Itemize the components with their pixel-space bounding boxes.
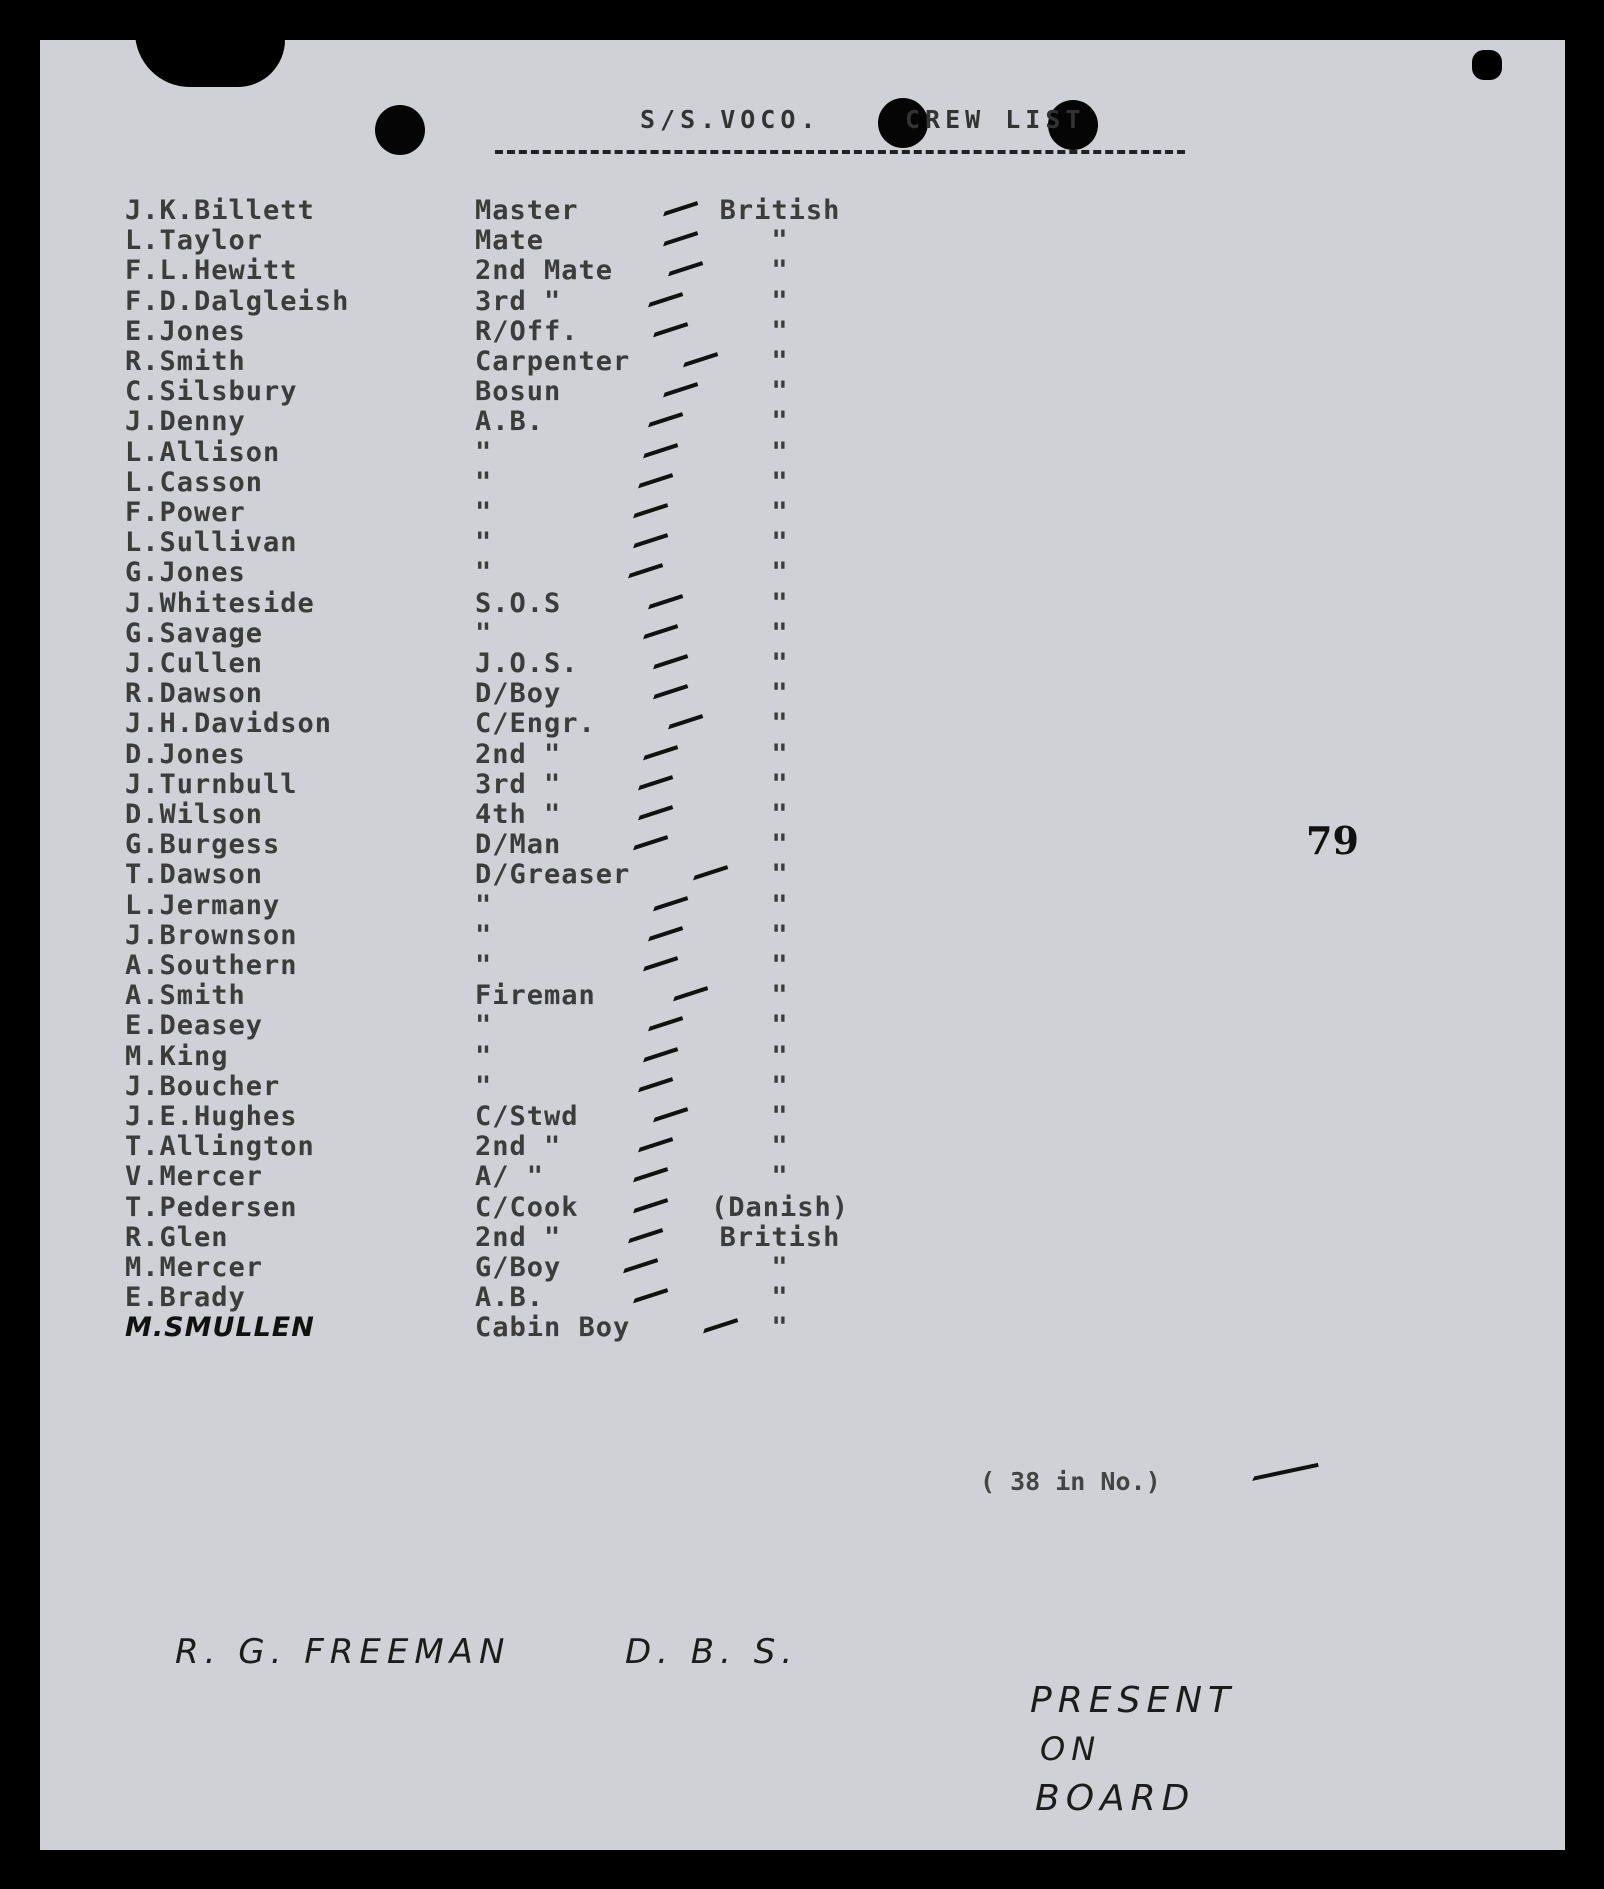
crew-name: J.Denny (125, 406, 246, 438)
checkmark (629, 826, 669, 851)
crew-rating: J.O.S. (475, 648, 579, 679)
crew-nationality: " (771, 617, 789, 649)
crew-row (40, 406, 940, 438)
crew-rating: D/Man (475, 829, 562, 861)
crew-row (40, 1252, 940, 1283)
checkmark (644, 584, 684, 609)
checkmark (634, 1067, 674, 1092)
checkmark (629, 494, 669, 519)
crew-name: R.Smith (125, 346, 246, 377)
crew-row (40, 466, 940, 498)
crew-rating: Carpenter (475, 346, 631, 377)
page-number: 79 (1306, 818, 1359, 863)
checkmark (639, 735, 679, 760)
checkmark (624, 1218, 664, 1243)
crew-name: J.Brownson (125, 919, 298, 951)
crew-rating: D/Boy (475, 678, 562, 710)
crew-rating: A.B. (475, 406, 545, 438)
crew-rating: " (475, 617, 493, 649)
checkmark (619, 1249, 659, 1274)
crew-row (40, 225, 940, 257)
checkmark (634, 796, 674, 821)
crew-nationality: " (771, 346, 789, 377)
crew-name: D.Jones (125, 738, 246, 770)
crew-rating: " (475, 889, 493, 921)
crew-row (40, 738, 940, 770)
checkmark (664, 705, 704, 730)
crew-row (40, 708, 940, 740)
crew-nationality: " (771, 225, 789, 257)
crew-name: J.E.Hughes (125, 1101, 298, 1132)
crew-nationality: (Danish) (710, 1191, 850, 1223)
crew-nationality: " (771, 1252, 789, 1283)
crew-nationality: " (771, 738, 789, 770)
crew-name: J.Whiteside (125, 587, 315, 619)
crew-nationality: " (771, 1312, 789, 1344)
note-present: PRESENT (1030, 1680, 1236, 1721)
crew-nationality: " (771, 587, 789, 619)
crew-nationality: " (771, 1040, 789, 1072)
crew-rating: A/ " (475, 1161, 545, 1193)
checkmark (639, 947, 679, 972)
checkmark (664, 252, 704, 277)
crew-rating: Cabin Boy (475, 1312, 631, 1344)
crew-row (40, 346, 940, 377)
checkmark (629, 1279, 669, 1304)
crew-nationality: " (771, 1101, 789, 1132)
crew-row (40, 557, 940, 589)
crew-row (40, 919, 940, 951)
checkmark (634, 463, 674, 488)
crew-name: F.D.Dalgleish (125, 285, 350, 317)
crew-rating: Master (475, 195, 579, 226)
crew-name: J.H.Davidson (125, 708, 333, 740)
crew-rating: " (475, 436, 493, 468)
crew-name: L.Taylor (125, 225, 264, 257)
crew-nationality: " (771, 255, 789, 287)
crew-name: L.Jermany (125, 889, 281, 921)
crew-name: E.Brady (125, 1282, 246, 1314)
crew-row (40, 1040, 940, 1072)
crew-row (40, 285, 940, 317)
checkmark (639, 614, 679, 639)
crew-nationality: British (719, 195, 841, 226)
crew-nationality: " (771, 406, 789, 438)
crew-nationality: " (771, 1070, 789, 1102)
crew-row (40, 768, 940, 800)
signature-name: R. G. FREEMAN (175, 1632, 511, 1672)
crew-row (40, 436, 940, 468)
checkmark (649, 675, 689, 700)
crew-nationality: " (771, 466, 789, 498)
checkmark (659, 373, 699, 398)
crew-rating: R/Off. (475, 315, 579, 347)
crew-name: J.Turnbull (125, 768, 298, 800)
document-sheet (40, 40, 1565, 1850)
crew-name: A.Smith (125, 980, 246, 1012)
checkmark (629, 1158, 669, 1183)
crew-rating: 2nd " (475, 1221, 562, 1253)
checkmark (644, 282, 684, 307)
checkmark (649, 886, 689, 911)
crew-name: M.King (125, 1040, 229, 1072)
crew-row (40, 1010, 940, 1042)
crew-nationality: " (771, 527, 789, 559)
crew-rating: " (475, 1070, 493, 1102)
crew-row (40, 648, 940, 679)
crew-nationality: " (771, 678, 789, 710)
checkmark (644, 916, 684, 941)
crew-row (40, 587, 940, 619)
crew-name: L.Casson (125, 466, 264, 498)
crew-rating: 4th " (475, 799, 562, 830)
crew-rating: G/Boy (475, 1252, 562, 1283)
checkmark (624, 554, 664, 579)
crew-row (40, 678, 940, 710)
checkmark (634, 765, 674, 790)
crew-rating: " (475, 950, 493, 981)
crew-rating: C/Engr. (475, 708, 596, 740)
crew-rating: A.B. (475, 1282, 545, 1314)
crew-row (40, 1070, 940, 1102)
crew-name: F.L.Hewitt (125, 255, 298, 287)
checkmark (659, 222, 699, 247)
crew-rating: " (475, 1040, 493, 1072)
crew-nationality: " (771, 436, 789, 468)
crew-row (40, 195, 940, 226)
crew-nationality: " (771, 950, 789, 981)
checkmark (629, 524, 669, 549)
crew-count: ( 38 in No.) (980, 1467, 1161, 1496)
crew-name: L.Sullivan (125, 527, 298, 559)
header-underline (495, 150, 1185, 154)
torn-edge (135, 32, 285, 87)
crew-name: R.Dawson (125, 678, 264, 710)
torn-corner (1472, 50, 1502, 80)
crew-rating: C/Stwd (475, 1101, 579, 1132)
crew-rating: 3rd " (475, 768, 562, 800)
checkmark (1249, 1453, 1318, 1481)
crew-nationality: " (771, 980, 789, 1012)
crew-row (40, 376, 940, 408)
crew-rating: D/Greaser (475, 859, 631, 891)
crew-name: G.Jones (125, 557, 246, 589)
crew-name: E.Jones (125, 315, 246, 347)
crew-name: J.K.Billett (125, 195, 315, 226)
crew-row (40, 1191, 940, 1223)
crew-name: F.Power (125, 497, 246, 528)
crew-row (40, 1131, 940, 1163)
crew-nationality: " (771, 708, 789, 740)
crew-rating: Mate (475, 225, 545, 257)
checkmark (644, 403, 684, 428)
crew-name: G.Burgess (125, 829, 281, 861)
crew-nationality: " (771, 285, 789, 317)
note-board: BOARD (1035, 1778, 1196, 1819)
crew-name: E.Deasey (125, 1010, 264, 1042)
crew-nationality: " (771, 1131, 789, 1163)
crew-row (40, 315, 940, 347)
crew-nationality: " (771, 859, 789, 891)
crew-rating: Bosun (475, 376, 562, 408)
crew-rating: " (475, 919, 493, 951)
crew-nationality: " (771, 919, 789, 951)
crew-rating: " (475, 557, 493, 589)
crew-name: T.Pedersen (125, 1191, 298, 1223)
crew-row (40, 527, 940, 559)
crew-row (40, 1312, 940, 1344)
crew-nationality: " (771, 799, 789, 830)
crew-rating: 2nd Mate (475, 255, 614, 287)
crew-nationality: " (771, 497, 789, 528)
crew-row (40, 497, 940, 528)
crew-name: J.Boucher (125, 1070, 281, 1102)
checkmark (634, 1128, 674, 1153)
crew-row (40, 1101, 940, 1132)
crew-row (40, 1282, 940, 1314)
crew-nationality: " (771, 829, 789, 861)
checkmark (649, 1098, 689, 1123)
crew-name: T.Allington (125, 1131, 315, 1163)
crew-rating: 2nd " (475, 738, 562, 770)
crew-name: J.Cullen (125, 648, 264, 679)
checkmark (639, 433, 679, 458)
crew-nationality: " (771, 557, 789, 589)
crew-rating: " (475, 1010, 493, 1042)
punch-hole-left (375, 105, 425, 155)
crew-row (40, 950, 940, 981)
crew-rating: " (475, 527, 493, 559)
crew-row (40, 799, 940, 830)
crew-nationality: " (771, 1161, 789, 1193)
crew-rating: S.O.S (475, 587, 562, 619)
crew-row (40, 829, 940, 861)
crew-nationality: " (771, 889, 789, 921)
crew-nationality: " (771, 376, 789, 408)
crew-name: V.Mercer (125, 1161, 264, 1193)
crew-name: M.Mercer (125, 1252, 264, 1283)
crew-name: G.Savage (125, 617, 264, 649)
note-on: ON (1040, 1730, 1102, 1768)
crew-nationality: " (771, 648, 789, 679)
crew-name: A.Southern (125, 950, 298, 981)
crew-name: C.Silsbury (125, 376, 298, 408)
checkmark (639, 1037, 679, 1062)
crew-row (40, 255, 940, 287)
crew-row (40, 617, 940, 649)
vessel-name: S/S.VOCO. (640, 105, 821, 134)
crew-name: L.Allison (125, 436, 281, 468)
crew-rating: 2nd " (475, 1131, 562, 1163)
crew-rating: C/Cook (475, 1191, 579, 1223)
crew-row (40, 980, 940, 1012)
crew-nationality: " (771, 1282, 789, 1314)
crew-nationality: " (771, 315, 789, 347)
crew-nationality: " (771, 768, 789, 800)
crew-name: R.Glen (125, 1221, 229, 1253)
crew-row (40, 859, 940, 891)
crew-nationality: British (719, 1221, 841, 1253)
crew-name: D.Wilson (125, 799, 264, 830)
checkmark (649, 645, 689, 670)
checkmark (649, 312, 689, 337)
crew-rating: 3rd " (475, 285, 562, 317)
crew-row (40, 1221, 940, 1253)
crew-nationality: " (771, 1010, 789, 1042)
checkmark (659, 192, 699, 217)
crew-rating: " (475, 466, 493, 498)
list-title: CREW LIST (905, 105, 1086, 134)
crew-row (40, 889, 940, 921)
crew-row (40, 1161, 940, 1193)
checkmark (629, 1188, 669, 1213)
signature-title: D. B. S. (625, 1632, 799, 1672)
crew-rating: " (475, 497, 493, 528)
crew-name: T.Dawson (125, 859, 264, 891)
crew-rating: Fireman (475, 980, 596, 1012)
crew-name: M.SMULLEN (125, 1312, 315, 1344)
checkmark (644, 1007, 684, 1032)
